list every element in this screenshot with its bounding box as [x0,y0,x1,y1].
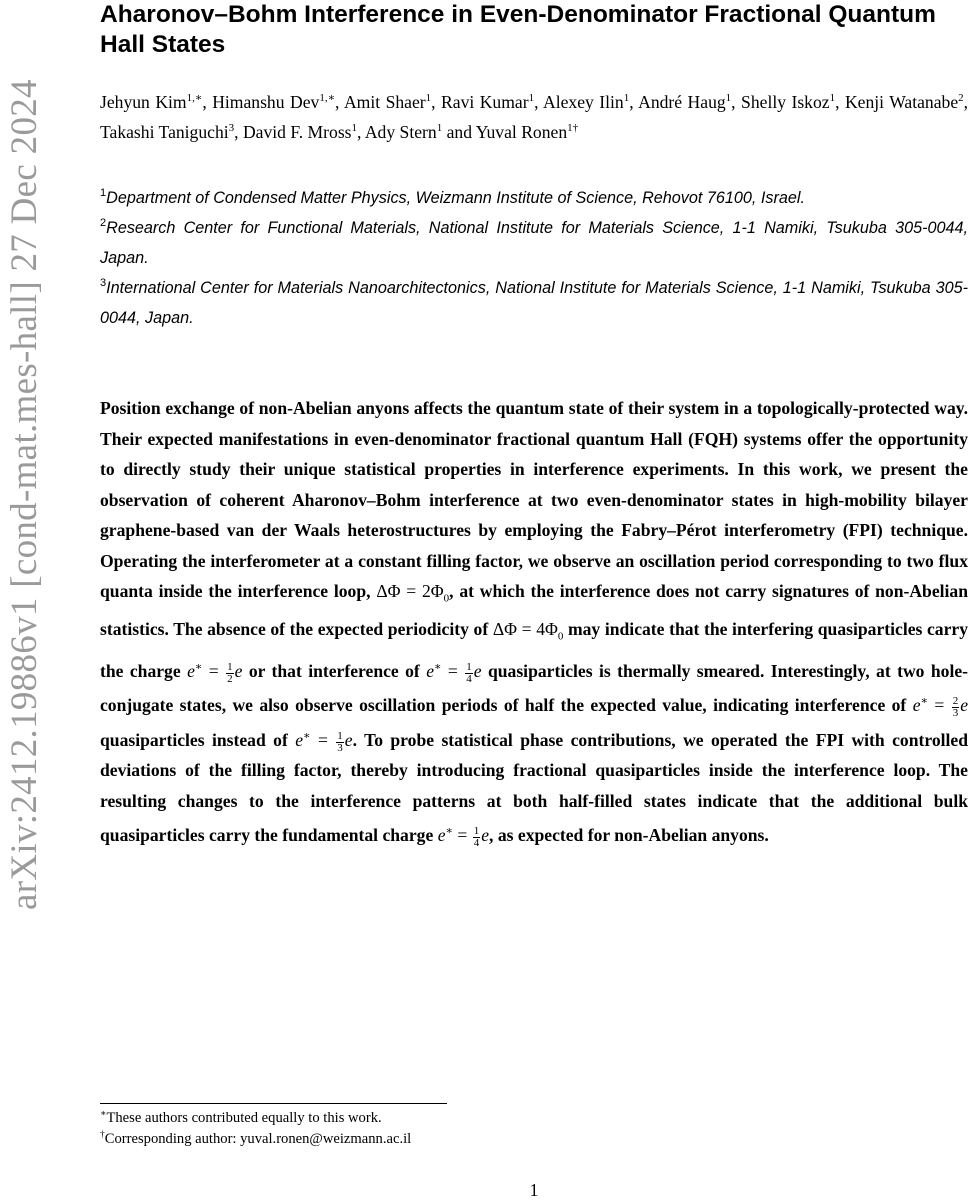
author: Kenji Watanabe [844,92,959,112]
footnote: †Corresponding author: yuval.ronen@weizmann.ac.il [100,1130,412,1147]
affiliation-list [100,183,968,333]
footnote-divider [100,1103,447,1104]
page-number: 1 [529,1180,539,1200]
author: André Haug [638,92,726,112]
math-charge-quarter-2: e∗ = $\frac{1}{4}$ e [437,824,490,849]
paper-title: Aharonov–Bohm Interference in Even-Denominator Fractional Quantum Hall States [100,1,936,58]
arxiv-stamp: arXiv:2412.19886v1 [cond-mat.mes-hall] 27 Dec 2024 [4,79,45,910]
math-charge-half: e∗ = $\frac{1}{2}$ e [187,660,243,685]
author: Shelly Iskoz [741,92,830,112]
author-connector: and [446,122,472,142]
author: Takashi Taniguchi [100,122,229,142]
math-delta-phi: $\Delta\Phi = 2\Phi_0$ [376,581,450,605]
affiliation: $^3$International Center for Materials Nanoarchitectonics, National Institute for Materials Science, 1-1 Namiki, Tsukuba 305-0044, Japan. [100,277,968,327]
author: Himanshu Dev [212,92,320,112]
affiliation: $^2$Research Center for Functional Materials, National Institute for Materials Science, 1-1 Namiki, Tsukuba 305-0044, Japan. [100,217,968,267]
author: Jehyun Kim [100,92,187,112]
math-charge-two-thirds: e∗ = $\frac{2}{3}$ e [912,695,968,720]
affiliation: $^1$Department of Condensed Matter Physics, Weizmann Institute of Science, Rehovot 76100, Israel. [100,187,805,207]
author: Ravi Kumar [441,92,529,112]
abstract: Position exchange of non-Abelian anyons affects the quantum state of their system in a topologically-protected way. Their expected manifestations in even-denominator fractional quantum Hall (FQH) systems offer the opportunity to directly study their unique statistical properties in interference experiments. In this work, we present the observation of coherent Aharonov–Bohm interference at two even-denominator states in high-mobility bilayer graphene-based van der Waals heterostructures by employing the Fabry–Pérot interferometry (FPI) technique. Operating the interferometer at a constant filling factor, we observe an oscillation period corresponding to two flux quanta inside the interference loop, $\Delta\Phi = 2\Phi_0$, at which the interference does not carry signatures of non-Abelian statistics. The absence of the expected periodicity of $\Delta\Phi = 4\Phi_0$ may indicate that the interfering quasiparticles carry the charge e∗ = $\frac{1}{2}$ e or that interference of e∗ = $\frac{1}{4}$ e quasiparticles is thermally smeared. Interestingly, at two hole-conjugate states, we also observe oscillation periods of half the expected value, indicating interference of e∗ = $\frac{2}{3}$ e quasiparticles instead of e∗ = $\frac{1}{3}$ e. To probe statistical phase contributions, we operated the FPI with controlled deviations of the filling factor, thereby introducing fractional quasiparticles inside the interference loop. The resulting changes to the interference patterns at both half-filled states indicate that the additional bulk quasiparticles carry the fundamental charge e∗ = $\frac{1}{4}$ e, as expected for non-Abelian anyons. [100,398,968,849]
author: Yuval Ronen [475,122,568,142]
author: David F. Mross [242,122,352,142]
author-list: Jehyun Kim$^{1,∗}$, Himanshu Dev$^{1,∗}$, Amit Shaer$^1$, Ravi Kumar$^1$, Alexey Ilin$^1$, André Haug$^1$, Shelly Iskoz$^1$, Kenji Watanabe$^2$, Takashi Taniguchi$^3$, David F. Mross$^1$, Ady Stern$^1$ and Yuval Ronen$^{1\dagger}$ [100,92,968,142]
author: Amit Shaer [343,92,426,112]
author: Alexey Ilin [543,92,624,112]
footnotes [100,1108,800,1150]
math-delta-phi-4: $\Delta\Phi = 4\Phi_0$ [492,619,564,643]
footnote: ∗These authors contributed equally to this work. [100,1109,382,1126]
math-charge-quarter: e∗ = $\frac{1}{4}$ e [426,660,482,685]
author: Ady Stern [364,122,437,142]
math-charge-third: e∗ = $\frac{1}{3}$ e [295,729,353,754]
